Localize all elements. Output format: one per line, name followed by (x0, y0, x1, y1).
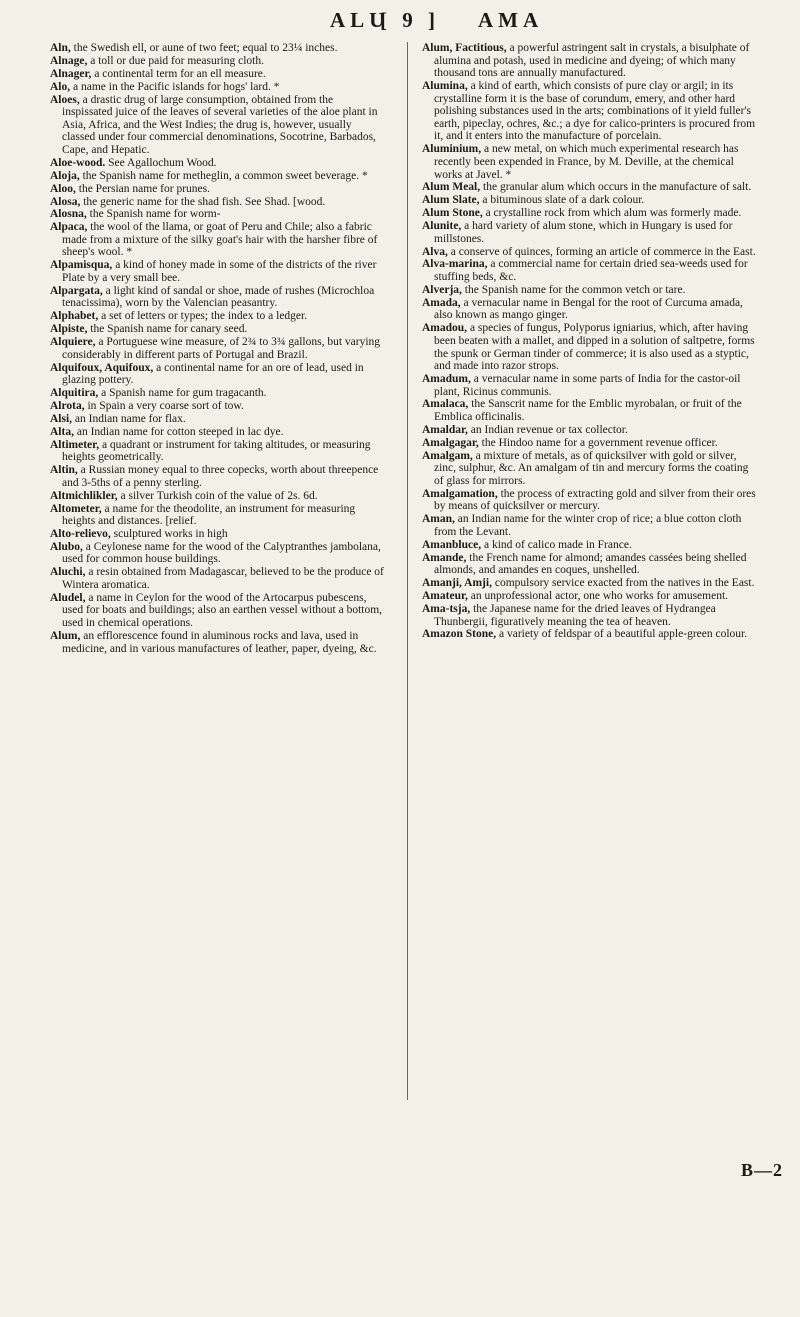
dictionary-entry (422, 181, 756, 194)
entry-headword: Alnage, (50, 54, 88, 67)
entry-headword: Alum Meal, (422, 181, 481, 194)
dictionary-entry (50, 196, 384, 209)
entry-headword: Alum Slate, (422, 194, 480, 207)
entry-definition: the Swedish ell, or aune of two feet; equal to 23¼ inches. (70, 42, 338, 54)
entry-headword: Alpiste, (50, 323, 88, 336)
entry-definition: the Spanish name for metheglin, a common sweet beverage. * (79, 169, 368, 182)
dictionary-entry (50, 566, 384, 591)
entry-definition: an Indian revenue or tax collector. (467, 423, 628, 436)
entry-headword: Alpamisqua, (50, 259, 113, 272)
dictionary-entry (50, 285, 384, 310)
entry-headword: Aloja, (50, 169, 80, 182)
running-header (0, 8, 800, 38)
entry-definition: the Sanscrit name for the Emblic myrobalan, or fruit of the Emblica officinalis. (434, 398, 742, 424)
entry-headword: Amande, (422, 551, 467, 564)
dictionary-entry (422, 373, 756, 398)
dictionary-entry (50, 387, 384, 400)
dictionary-entry (422, 488, 756, 513)
entry-definition: in Spain a very coarse sort of tow. (84, 399, 244, 412)
dictionary-entry (50, 81, 384, 94)
dictionary-entry (422, 552, 756, 577)
dictionary-entry (422, 297, 756, 322)
entry-headword: Altimeter, (50, 438, 100, 451)
dictionary-entry (50, 310, 384, 323)
dictionary-entry (50, 42, 384, 55)
entry-definition: an efflorescence found in aluminous rocks and lava, used in medicine, and in various manufactures of leather, paper, dyeing, &c. (62, 629, 377, 655)
entry-definition: an Indian name for flax. (72, 412, 186, 425)
entry-definition: See Agallochum Wood. (105, 156, 217, 169)
entry-definition: a Spanish name for gum tragacanth. (98, 387, 267, 400)
entry-definition: a silver Turkish coin of the value of 2s. 6d. (117, 489, 318, 502)
entry-headword: Aman, (422, 513, 455, 526)
entry-definition: a name in Ceylon for the wood of the Artocarpus pubescens, used for boats and buildings; also an earthen vessel without a bottom, used in chemical operations. (62, 591, 383, 630)
entry-definition: a bituminous slate of a dark colour. (479, 194, 645, 207)
dictionary-entry (422, 398, 756, 423)
entry-headword: Amalgagar, (422, 436, 479, 449)
entry-definition: a light kind of sandal or shoe, made of rushes (Microchloa tenacissima), worn by the Valencian peasantry. (62, 284, 375, 310)
dictionary-entry (422, 284, 756, 297)
entry-definition: a powerful astringent salt in crystals, a bisulphate of alumina and potash, used in medicine and dyeing; of which many thousand tons are annually manufactured. (434, 42, 750, 80)
dictionary-entry (50, 362, 384, 387)
entry-headword: Alnager, (50, 67, 92, 80)
entry-definition: a variety of feldspar of a beautiful apple-green colour. (496, 628, 748, 641)
entry-definition: the Spanish name for canary seed. (87, 323, 248, 336)
entry-headword: Amalgam, (422, 449, 473, 462)
entry-headword: Altmichlikler, (50, 489, 118, 502)
dictionary-entry (50, 170, 384, 183)
entry-headword: Alum, (50, 629, 81, 642)
entry-headword: Amadou, (422, 322, 468, 335)
entry-headword: Alta, (50, 425, 74, 438)
entry-definition: the Hindoo name for a government revenue officer. (478, 436, 718, 449)
entry-headword: Amalgamation, (422, 487, 498, 500)
entry-headword: Alverja, (422, 283, 462, 296)
dictionary-entry (50, 426, 384, 439)
entry-definition: a hard variety of alum stone, which in Hungary is used for millstones. (434, 220, 733, 245)
entry-definition: a mixture of metals, as of quicksilver with gold or silver, zinc, sulphur, &c. An amalgam of tin and mercury forms the coating of glass for mirrors. (434, 449, 749, 487)
dictionary-entry (50, 464, 384, 489)
dictionary-entry (50, 259, 384, 284)
dictionary-entry (422, 513, 756, 538)
dictionary-entry (422, 246, 756, 259)
entry-definition: an Indian name for the winter crop of rice; a blue cotton cloth from the Levant. (434, 513, 742, 538)
entry-definition: compulsory service exacted from the natives in the East. (491, 577, 755, 590)
entry-headword: Alubo, (50, 540, 83, 553)
entry-definition: a name for the theodolite, an instrument for measuring heights and distances. [relief. (62, 502, 356, 528)
entry-headword: Alquiere, (50, 336, 96, 349)
entry-definition: a new metal, on which much experimental research has recently been expended in France, by M. Deville, at the chemical works at Javel. * (434, 143, 739, 181)
dictionary-entry (50, 68, 384, 81)
dictionary-entry (50, 630, 384, 655)
dictionary-entry (422, 424, 756, 437)
entry-headword: Amanji, Amji, (422, 577, 492, 590)
left-column (50, 42, 384, 655)
entry-definition: an unprofessional actor, one who works for amusement. (467, 590, 729, 603)
dictionary-entry (50, 336, 384, 361)
entry-headword: Alosa, (50, 195, 81, 208)
entry-headword: Alo, (50, 80, 71, 93)
entry-definition: a toll or due paid for measuring cloth. (87, 54, 264, 67)
entry-headword: Amazon Stone, (422, 628, 497, 641)
dictionary-entry (422, 603, 756, 628)
entry-definition: a set of letters or types; the index to a ledger. (98, 310, 308, 323)
dictionary-entry (422, 628, 756, 641)
dictionary-entry (50, 503, 384, 528)
entry-headword: Alum, Factitious, (422, 42, 507, 54)
entry-headword: Alumina, (422, 80, 468, 93)
entry-definition: the process of extracting gold and silver from their ores by means of quicksilver or mercury. (434, 487, 756, 513)
dictionary-entry (50, 439, 384, 464)
entry-headword: Amaldar, (422, 423, 468, 436)
right-column (422, 42, 756, 641)
dictionary-entry (422, 80, 756, 143)
entry-definition: the Spanish name for worm- (86, 208, 221, 221)
entry-headword: Amada, (422, 296, 461, 309)
entry-definition: a species of fungus, Polyporus igniarius, which, after having been beaten with a mallet, and dipped in a solution of saltpetre, forms the spunk or German tinder of commerce; it is also used as a styptic, and made into razor strops. (434, 322, 755, 373)
dictionary-entry (422, 577, 756, 590)
entry-headword: Alphabet, (50, 310, 99, 323)
page-number: [ 9 ] (380, 8, 440, 32)
entry-definition: the Persian name for prunes. (75, 182, 211, 195)
dictionary-entry (50, 541, 384, 566)
header-right-guide-word: AMA (478, 8, 544, 32)
entry-headword: Aloes, (50, 93, 80, 106)
entry-definition: the wool of the llama, or goat of Peru and Chile; also a fabric made from a mixture of the silky goat's hair with the harsher fibre of sheep's wool. * (62, 221, 378, 259)
entry-definition: a Portuguese wine measure, of 2¾ to 3¾ gallons, but varying considerably in different parts of Portugal and Brazil. (62, 336, 381, 361)
entry-headword: Aloe-wood. (50, 156, 106, 169)
entry-headword: Aluchi, (50, 566, 86, 579)
entry-definition: a quadrant or instrument for taking altitudes, or measuring heights geometrically. (62, 438, 371, 464)
dictionary-entry (50, 400, 384, 413)
entry-headword: Aloo, (50, 182, 76, 195)
entry-headword: Alva-marina, (422, 258, 488, 271)
dictionary-entry (422, 42, 756, 80)
entry-definition: a vernacular name in some parts of India for the castor-oil plant, Ricinus communis. (434, 373, 741, 398)
dictionary-entry (50, 528, 384, 541)
entry-headword: Aluminium, (422, 143, 482, 156)
dictionary-entry (50, 55, 384, 68)
entry-headword: Alpargata, (50, 284, 103, 297)
dictionary-entry (422, 322, 756, 372)
dictionary-entry (50, 413, 384, 426)
entry-definition: the French name for almond; amandes cassées being shelled almonds, and amandes en coques, unshelled. (434, 551, 747, 577)
entry-headword: Amateur, (422, 590, 468, 603)
dictionary-entry (50, 221, 384, 259)
entry-headword: Alosna, (50, 208, 87, 221)
entry-headword: Ama-tsja, (422, 602, 471, 615)
entry-definition: a commercial name for certain dried sea-weeds used for stuffing beds, &c. (434, 258, 748, 284)
entry-definition: a kind of earth, which consists of pure clay or argil; in its crystalline form it is the base of corundum, emery, and other hard polishing substances used in the arts; combinations of it yield fuller's earth, pipeclay, ochres, &c.; a dye for calico-printers is procured from it, and it enters into the manufacture of porcelain. (434, 80, 756, 143)
entry-definition: a Russian money equal to three copecks, worth about threepence and 3-5ths of a penny sterling. (62, 464, 379, 489)
dictionary-entry (422, 258, 756, 283)
dictionary-entry (422, 590, 756, 603)
dictionary-entry (50, 208, 384, 221)
entry-definition: a kind of calico made in France. (481, 538, 632, 551)
entry-definition: the Japanese name for the dried leaves of Hydrangea Thunbergii, figuratively meaning the tea of heaven. (434, 602, 716, 628)
dictionary-entry (50, 183, 384, 196)
entry-headword: Alto-relievo, (50, 527, 111, 540)
entry-definition: the granular alum which occurs in the manufacture of salt. (480, 181, 752, 194)
header-left-guide-word: ALU (330, 8, 390, 32)
entry-headword: Amadum, (422, 373, 471, 385)
entry-definition: a conserve of quinces, forming an article of commerce in the East. (447, 245, 756, 258)
two-column-body (50, 42, 762, 1242)
entry-headword: Alum Stone, (422, 207, 483, 220)
entry-definition: a drastic drug of large consumption, obtained from the inspissated juice of the leaves of several varieties of the aloe plant in Asia, Africa, and the West Indies; the drug is, however, usually classed under four commercial denominations, Socotrine, Barbados, Cape, and Hepatic. (62, 93, 378, 156)
entry-headword: Alquifoux, Aquifoux, (50, 361, 154, 374)
entry-definition: a kind of honey made in some of the districts of the river Plate by a very small bee. (62, 259, 377, 284)
entry-headword: Alpaca, (50, 221, 88, 234)
dictionary-entry (422, 194, 756, 207)
entry-headword: Amanbluce, (422, 538, 482, 551)
entry-headword: Alquitira, (50, 387, 99, 400)
dictionary-entry (422, 437, 756, 450)
dictionary-entry (50, 94, 384, 157)
signature-mark: B—2 (741, 1160, 784, 1180)
entry-definition: a resin obtained from Madagascar, believed to be the produce of Wintera aromatica. (62, 566, 384, 591)
entry-headword: Aludel, (50, 591, 86, 604)
entry-definition: sculptured works in high (110, 527, 228, 540)
entry-headword: Alva, (422, 245, 448, 258)
entry-headword: Alunite, (422, 220, 462, 233)
entry-headword: Aln, (50, 42, 71, 54)
entry-definition: a crystalline rock from which alum was formerly made. (482, 207, 742, 220)
entry-definition: an Indian name for cotton steeped in lac dye. (73, 425, 284, 438)
entry-headword: Altometer, (50, 502, 102, 515)
dictionary-entry (50, 157, 384, 170)
entry-definition: a continental term for an ell measure. (91, 67, 266, 80)
dictionary-entry (422, 143, 756, 181)
entry-definition: a continental name for an ore of lead, used in glazing pottery. (62, 361, 364, 387)
entry-headword: Altin, (50, 464, 78, 477)
entry-definition: a Ceylonese name for the wood of the Calyptranthes jambolana, used for common house buildings. (62, 540, 381, 566)
column-divider (407, 42, 408, 1100)
entry-definition: a vernacular name in Bengal for the root of Curcuma amada, also known as mango ginger. (434, 296, 743, 322)
dictionary-entry (422, 450, 756, 488)
entry-definition: a name in the Pacific islands for hogs' lard. * (70, 80, 280, 93)
dictionary-entry (422, 539, 756, 552)
entry-headword: Alrota, (50, 399, 85, 412)
dictionary-entry (422, 220, 756, 245)
dictionary-entry (50, 490, 384, 503)
dictionary-entry (422, 207, 756, 220)
entry-definition: the Spanish name for the common vetch or tare. (461, 283, 686, 296)
entry-headword: Amalaca, (422, 398, 469, 411)
dictionary-entry (50, 323, 384, 336)
entry-headword: Alsi, (50, 412, 73, 425)
entry-definition: the generic name for the shad fish. See Shad. [wood. (80, 195, 326, 208)
dictionary-entry (50, 592, 384, 630)
